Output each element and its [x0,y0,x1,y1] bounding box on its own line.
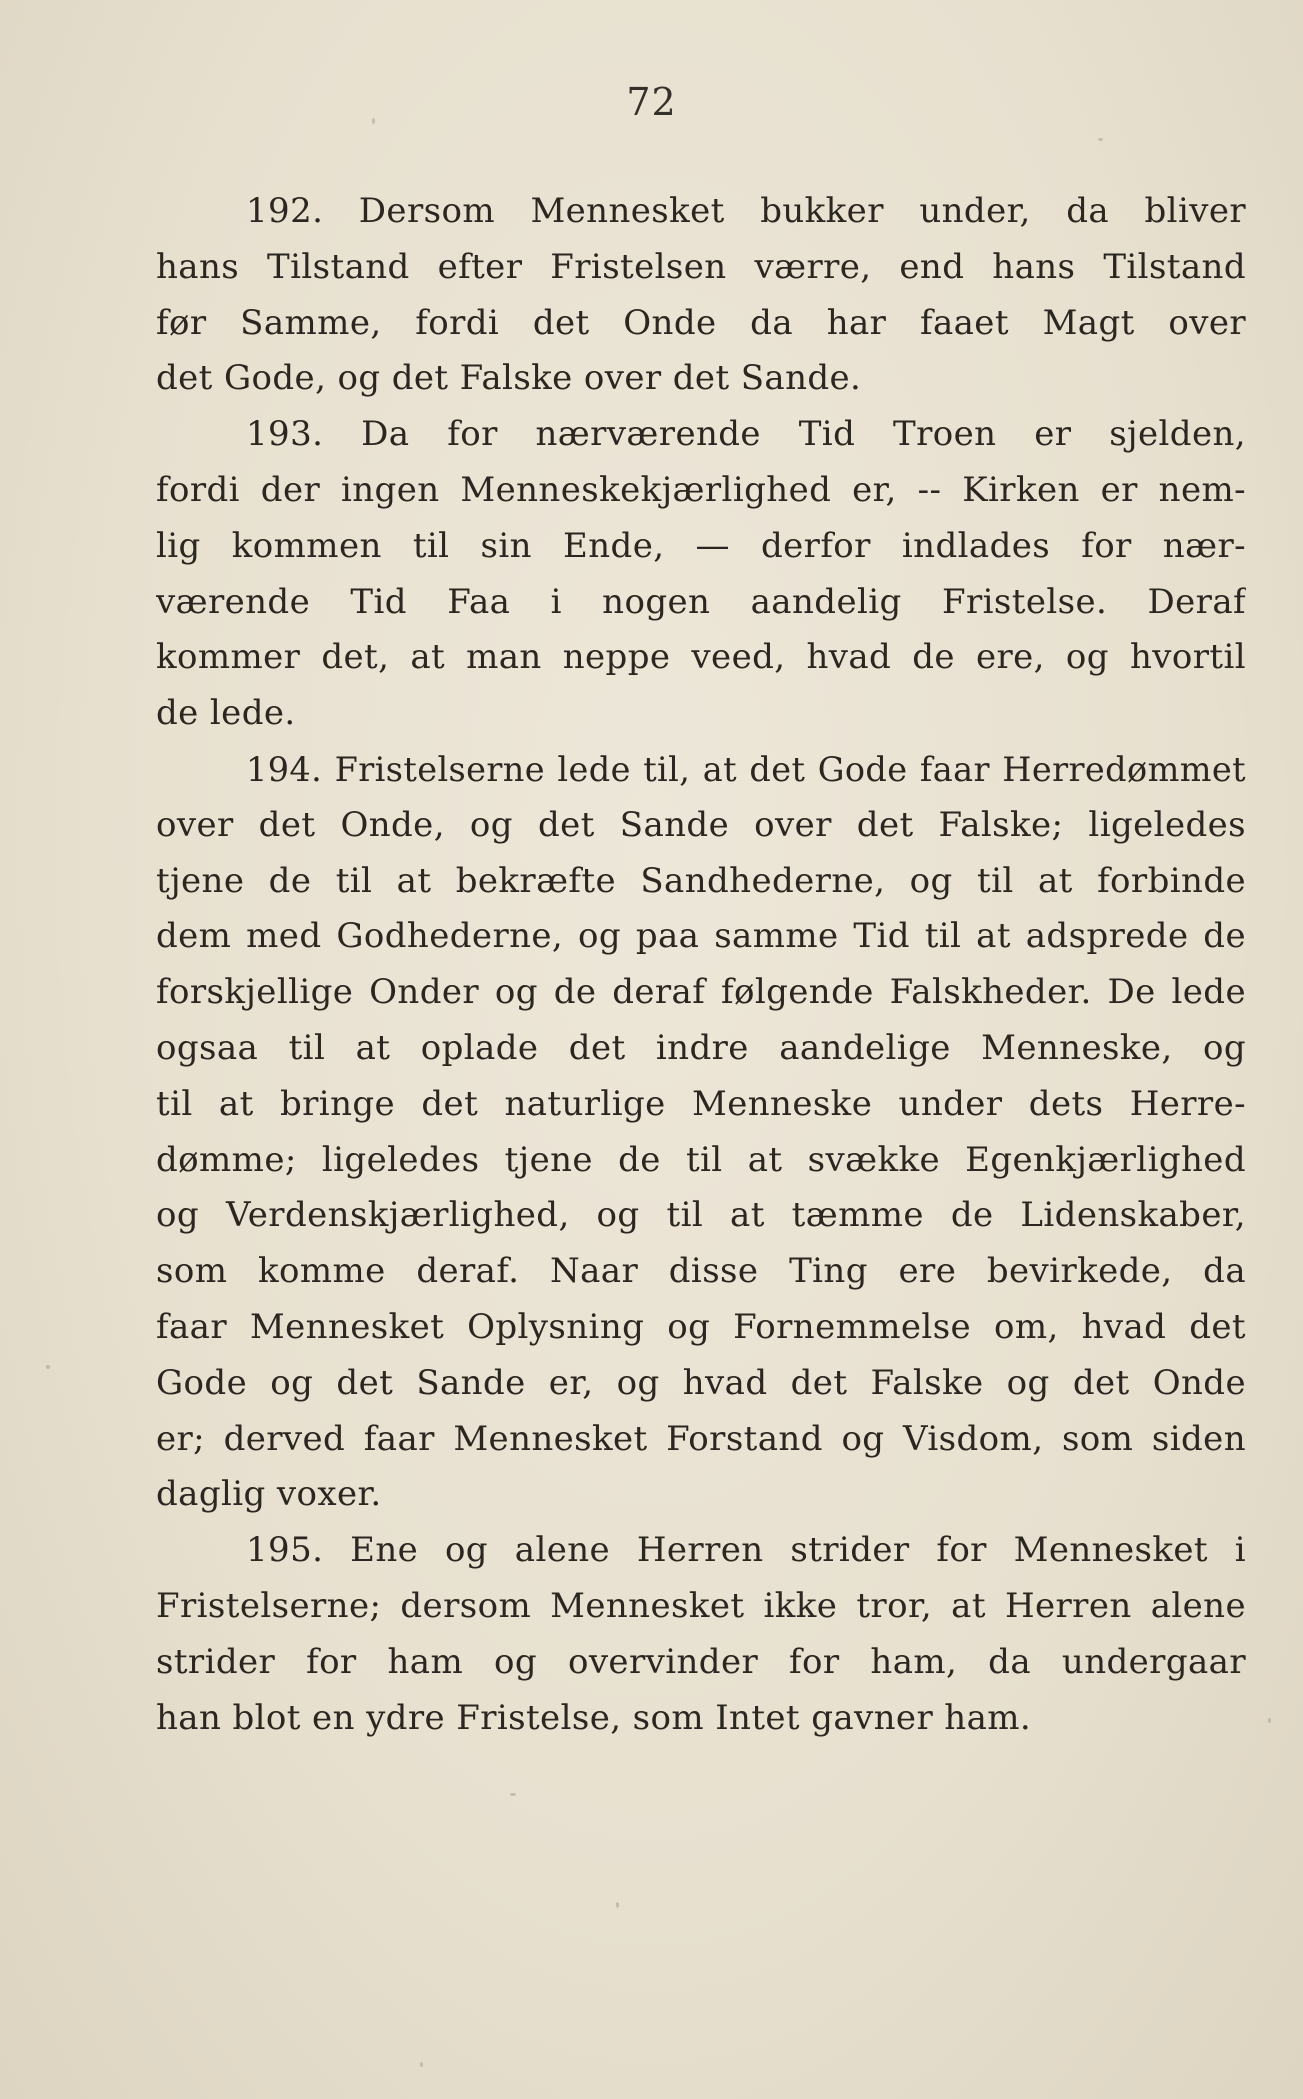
text-line: han blot en ydre Fristelse, som Intet gavner ham. [156,1697,1032,1738]
text-line: er; derved faar Mennesket Forstand og Visdom, som siden [156,1418,1246,1459]
text-line: over det Onde, og det Sande over det Falske; ligeledes [156,804,1246,845]
paper-speck [420,2062,423,2067]
text-line: 195. Ene og alene Herren strider for Mennesket i [246,1530,1246,1571]
text-line: værende Tid Faa i nogen aandelig Fristelse. Deraf [156,581,1246,622]
text-line: Gode og det Sande er, og hvad det Falske og det Onde [156,1362,1246,1403]
paper-speck [372,118,375,124]
text-line: ogsaa til at oplade det indre aandelige Menneske, og [156,1027,1246,1068]
text-line: faar Mennesket Oplysning og Fornemmelse om, hvad det [156,1306,1246,1347]
body-text [156,184,1246,1746]
page-number: 72 [626,80,677,124]
paper-speck [46,1365,50,1369]
text-line: til at bringe det naturlige Menneske under dets Herre- [156,1083,1246,1124]
text-line: 193. Da for nærværende Tid Troen er sjelden, [246,414,1246,455]
text-line: 194. Fristelserne lede til, at det Gode faar Herredømmet [246,749,1246,789]
text-line: forskjellige Onder og de deraf følgende Falskheder. De lede [156,972,1246,1013]
text-line: og Verdenskjærlighed, og til at tæmme de Lidenskaber, [156,1195,1246,1236]
text-line: daglig voxer. [156,1474,382,1515]
text-line: lig kommen til sin Ende, — derfor indlades for nær- [156,525,1246,566]
text-line: hans Tilstand efter Fristelsen værre, end hans Tilstand [156,246,1246,287]
paper-speck [1268,1718,1271,1723]
text-line: strider for ham og overvinder for ham, da undergaar [156,1641,1246,1682]
text-line: dem med Godhederne, og paa samme Tid til at adsprede de [156,916,1246,957]
text-line: det Gode, og det Falske over det Sande. [156,358,862,399]
text-line: kommer det, at man neppe veed, hvad de ere, og hvortil [156,637,1246,678]
paper-speck [1098,138,1103,141]
text-line: 192. Dersom Mennesket bukker under, da bliver [246,191,1246,231]
text-line: fordi der ingen Menneskekjærlighed er, -- Kirken er nem- [156,469,1246,510]
text-line: som komme deraf. Naar disse Ting ere bevirkede, da [156,1251,1246,1292]
text-line: dømme; ligeledes tjene de til at svække Egenkjærlighed [156,1139,1246,1180]
text-line: før Samme, fordi det Onde da har faaet Magt over [156,302,1246,343]
text-line: tjene de til at bekræfte Sandhederne, og til at forbinde [156,860,1246,901]
paper-speck [510,1793,516,1796]
paper-speck [616,1902,619,1908]
text-line: de lede. [156,693,296,734]
text-line: Fristelserne; dersom Mennesket ikke tror, at Herren alene [156,1585,1246,1626]
